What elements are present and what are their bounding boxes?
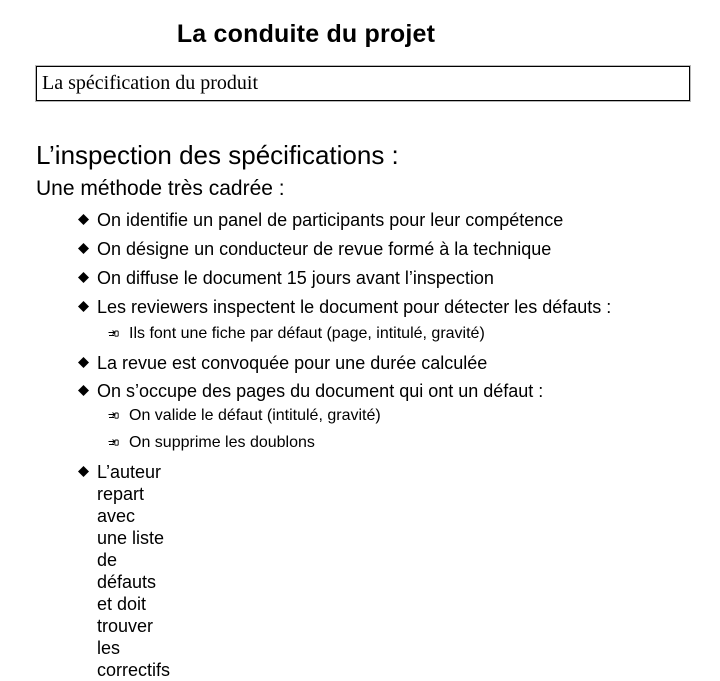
bullet-text: On diffuse le document 15 jours avant l’inspection	[97, 268, 494, 288]
bullet-text: On identifie un panel de participants pour leur compétence	[97, 210, 564, 230]
bullet-text: On désigne un conducteur de revue formé à la technique	[97, 239, 552, 259]
diamond-bullet-icon	[78, 272, 89, 283]
diamond-bullet-icon	[78, 466, 89, 477]
diamond-bullet-icon	[78, 243, 89, 254]
diamond-bullet-icon	[78, 357, 89, 368]
diamond-bullet-icon	[78, 214, 89, 225]
section-heading: L’inspection des spécifications :	[36, 140, 399, 170]
bullet-text: Les reviewers inspectent le document pour détecter les défauts :	[97, 297, 612, 317]
slide-title: La conduite du projet	[176, 20, 436, 48]
diamond-bullet-icon	[78, 385, 89, 396]
diamond-bullet-icon	[78, 301, 89, 312]
sub-bullet-text: On supprime les doublons	[129, 434, 315, 451]
bullet-text: On s’occupe des pages du document qui ont un défaut :	[97, 381, 544, 401]
sub-bullet-text: Ils font une fiche par défaut (page, intitulé, gravité)	[129, 325, 485, 342]
bullet-text: La revue est convoquée pour une durée calculée	[97, 353, 488, 373]
method-subheading: Une méthode très cadrée :	[36, 177, 285, 200]
sub-bullet-text: On valide le défaut (intitulé, gravité)	[129, 407, 381, 424]
bullet-text: L’auteur repart avec une liste de défauts et doit trouver les correctifs	[97, 462, 171, 680]
pointing-hand-icon	[108, 437, 119, 448]
pointing-hand-icon	[108, 328, 119, 339]
pointing-hand-icon	[108, 410, 119, 421]
section-banner: La spécification du produit	[36, 66, 690, 101]
